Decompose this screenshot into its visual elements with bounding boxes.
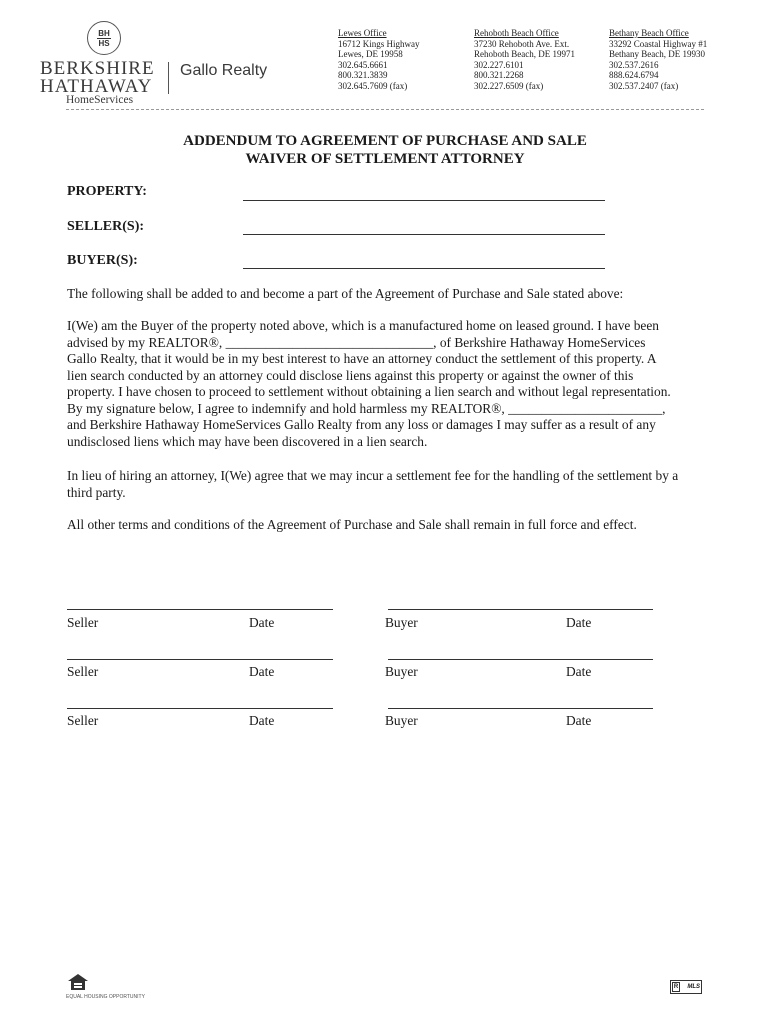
- realtor-mark: R: [673, 984, 679, 990]
- body-line: and Berkshire Hathaway HomeServices Gallo Realty from any loss or damages I may suffer as a result of any: [67, 417, 656, 432]
- office-address: 16712 Kings Highway: [338, 38, 420, 49]
- fee-line: In lieu of hiring an attorney, I(We) agree that we may incur a settlement fee for the handling of the settlement by a: [67, 468, 679, 483]
- seller-signature-line[interactable]: [67, 659, 333, 660]
- brand-homeservices: HomeServices: [66, 94, 134, 106]
- property-label: PROPERTY:: [67, 184, 147, 199]
- date-label: Date: [566, 713, 592, 728]
- bhhs-seal-logo: [87, 21, 121, 55]
- office-address: 37230 Rehoboth Ave. Ext.: [474, 38, 570, 49]
- office-city: Bethany Beach, DE 19930: [609, 49, 705, 59]
- realtor-mls-logo: [670, 980, 702, 994]
- seller-label: Seller: [67, 664, 99, 679]
- office-phone: 302.645.6661: [338, 59, 388, 70]
- equal-housing-caption: EQUAL HOUSING OPPORTUNITY: [66, 994, 145, 1000]
- date-label: Date: [249, 615, 275, 630]
- office-name: Lewes Office: [338, 28, 387, 38]
- date-label: Date: [249, 664, 275, 679]
- office-address: 33292 Coastal Highway #1: [609, 38, 708, 49]
- fee-paragraph: [67, 468, 707, 501]
- buyer-label: Buyer: [385, 615, 418, 630]
- body-line: advised by my REALTOR®, _______________________________, of Berkshire Hathaway HomeServices: [67, 334, 646, 350]
- body-line: undisclosed liens which may have been discovered in a lien search.: [67, 433, 428, 449]
- office-fax: 302.227.6509 (fax): [474, 80, 544, 91]
- office-city: Lewes, DE 19958: [338, 49, 403, 59]
- office-phone: 302.227.6101: [474, 59, 524, 70]
- buyer-signature-line[interactable]: [388, 609, 653, 610]
- equal-housing-icon: [67, 973, 89, 991]
- body-line: lien search conducted by an attorney could disclose liens against this property or against the owner of this: [67, 367, 634, 383]
- office-phone: 800.321.2268: [474, 70, 524, 80]
- brand-hathaway: HATHAWAY: [40, 76, 153, 97]
- office-phone: 888.624.6794: [609, 70, 659, 80]
- seller-signature-line[interactable]: [67, 609, 333, 610]
- seller-signature-line[interactable]: [67, 708, 333, 709]
- property-field[interactable]: [243, 200, 605, 201]
- office-rehoboth: [474, 28, 575, 91]
- office-phone: 800.321.3839: [338, 70, 388, 80]
- date-label: Date: [566, 615, 592, 630]
- sellers-label: SELLER(S):: [67, 219, 145, 234]
- intro-paragraph: The following shall be added to and become a part of the Agreement of Purchase and Sale stated above:: [67, 286, 624, 301]
- buyer-label: Buyer: [385, 664, 418, 679]
- date-label: Date: [249, 713, 275, 728]
- office-fax: 302.645.7609 (fax): [338, 80, 408, 91]
- office-name: Rehoboth Beach Office: [474, 28, 559, 38]
- body-line: I(We) am the Buyer of the property noted above, which is a manufactured home on leased ground. I have been: [67, 318, 659, 333]
- office-bethany: [609, 28, 707, 91]
- brand-divider: [168, 62, 169, 94]
- seller-label: Seller: [67, 615, 99, 630]
- buyers-label: BUYER(S):: [67, 253, 138, 268]
- fee-line: third party.: [67, 484, 126, 500]
- buyer-label: Buyer: [385, 713, 418, 728]
- seal-bottom-text: HS: [98, 39, 110, 48]
- office-lewes: [338, 28, 420, 91]
- seal-top-text: BH: [98, 29, 110, 38]
- mls-text: MLS: [687, 984, 700, 990]
- document-subtitle: WAIVER OF SETTLEMENT ATTORNEY: [245, 151, 525, 167]
- body-line: Gallo Realty, that it would be in my best interest to have an attorney conduct the settlement of this property. A: [67, 351, 657, 366]
- buyer-signature-line[interactable]: [388, 659, 653, 660]
- body-line: By my signature below, I agree to indemnify and hold harmless my REALTOR®, _______________________,: [67, 400, 666, 416]
- office-fax: 302.537.2407 (fax): [609, 80, 679, 91]
- office-city: Rehoboth Beach, DE 19971: [474, 49, 575, 59]
- header-rule: [66, 109, 704, 110]
- buyers-field[interactable]: [243, 268, 605, 269]
- seller-label: Seller: [67, 713, 99, 728]
- document-title: ADDENDUM TO AGREEMENT OF PURCHASE AND SALE: [183, 133, 587, 149]
- buyer-signature-line[interactable]: [388, 708, 653, 709]
- date-label: Date: [566, 664, 592, 679]
- body-line: property. I have chosen to proceed to settlement without obtaining a lien search and without legal representation.: [67, 384, 671, 399]
- brand-gallo-realty: Gallo Realty: [180, 62, 268, 79]
- brand-berkshire: BERKSHIRE: [40, 58, 155, 79]
- office-phone: 302.537.2616: [609, 59, 659, 70]
- closing-paragraph: All other terms and conditions of the Agreement of Purchase and Sale shall remain in full force and effect.: [67, 517, 637, 532]
- body-paragraph: [67, 318, 707, 450]
- sellers-field[interactable]: [243, 234, 605, 235]
- office-name: Bethany Beach Office: [609, 28, 689, 38]
